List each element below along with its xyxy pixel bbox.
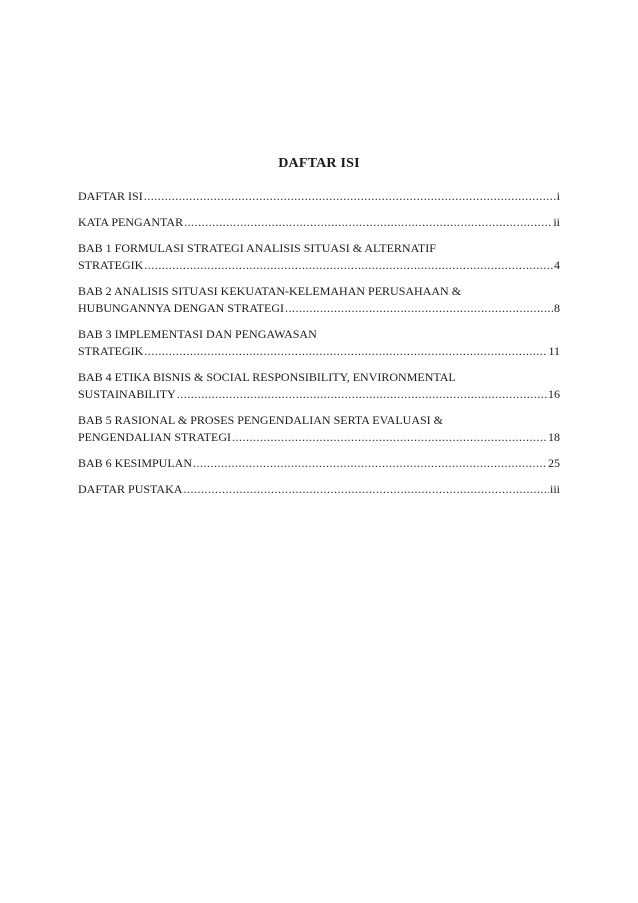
toc-line [78, 300, 560, 317]
toc-line [78, 429, 560, 446]
toc-line [78, 257, 560, 274]
toc-page-number: ii [553, 215, 560, 229]
toc-page-number: 16 [548, 387, 560, 401]
toc-line [78, 343, 560, 360]
toc-page-number: 18 [548, 430, 560, 444]
toc-entry-bab-2[interactable] [78, 283, 560, 317]
toc-entry-bab-6[interactable] [78, 455, 560, 472]
toc-dot-leader [232, 429, 547, 446]
toc-entry-title-line: BAB 5 RASIONAL & PROSES PENGENDALIAN SERTA EVALUASI & [78, 413, 444, 427]
toc-entry-title-cont: PENGENDALIAN STRATEGI [78, 430, 231, 444]
toc-entry-bab-3[interactable] [78, 326, 560, 360]
toc-dot-leader [144, 188, 556, 205]
toc-entry-bab-5[interactable] [78, 412, 560, 446]
toc-dot-leader [183, 481, 549, 498]
toc-entry-title-line: BAB 4 ETIKA BISNIS & SOCIAL RESPONSIBILITY, ENVIRONMENTAL [78, 370, 456, 384]
toc-entry-title-cont: HUBUNGANNYA DENGAN STRATEGI [78, 301, 284, 315]
toc-entry-title: DAFTAR PUSTAKA [78, 482, 183, 496]
toc-entry-bab-1[interactable] [78, 240, 560, 274]
toc-entry-daftar-pustaka[interactable] [78, 481, 560, 498]
toc-page-number: iii [549, 482, 560, 496]
toc-page-number: 4 [554, 258, 560, 272]
toc-page-number: i [556, 189, 560, 203]
toc-dot-leader [144, 257, 553, 274]
toc-line [78, 481, 560, 498]
toc-dot-leader [285, 300, 553, 317]
toc-line [78, 188, 560, 205]
toc-entry-title: DAFTAR ISI [78, 189, 143, 203]
table-of-contents [78, 188, 560, 507]
toc-entry-title-line: BAB 3 IMPLEMENTASI DAN PENGAWASAN [78, 327, 317, 341]
toc-dot-leader [144, 343, 547, 360]
toc-entry-title: KATA PENGANTAR [78, 215, 184, 229]
toc-page-number: 8 [554, 301, 560, 315]
toc-line [78, 455, 560, 472]
toc-entry-title-cont: SUSTAINABILITY [78, 387, 176, 401]
toc-entry-title-cont: STRATEGIK [78, 344, 144, 358]
toc-entry-title-cont: STRATEGIK [78, 258, 144, 272]
toc-line [78, 386, 560, 403]
toc-entry-title: BAB 6 KESIMPULAN [78, 456, 193, 470]
toc-dot-leader [193, 455, 547, 472]
toc-entry-daftar-isi[interactable] [78, 188, 560, 205]
toc-entry-title-line: BAB 2 ANALISIS SITUASI KEKUATAN-KELEMAHAN PERUSAHAAN & [78, 284, 462, 298]
toc-dot-leader [177, 386, 547, 403]
toc-entry-kata-pengantar[interactable] [78, 214, 560, 231]
toc-line [78, 214, 560, 231]
toc-entry-bab-4[interactable] [78, 369, 560, 403]
toc-page-number: 25 [548, 456, 560, 470]
toc-entry-title-line: BAB 1 FORMULASI STRATEGI ANALISIS SITUASI & ALTERNATIF [78, 241, 436, 255]
page-title: DAFTAR ISI [278, 156, 360, 171]
toc-page-number: 11 [548, 344, 560, 358]
toc-dot-leader [184, 214, 552, 231]
